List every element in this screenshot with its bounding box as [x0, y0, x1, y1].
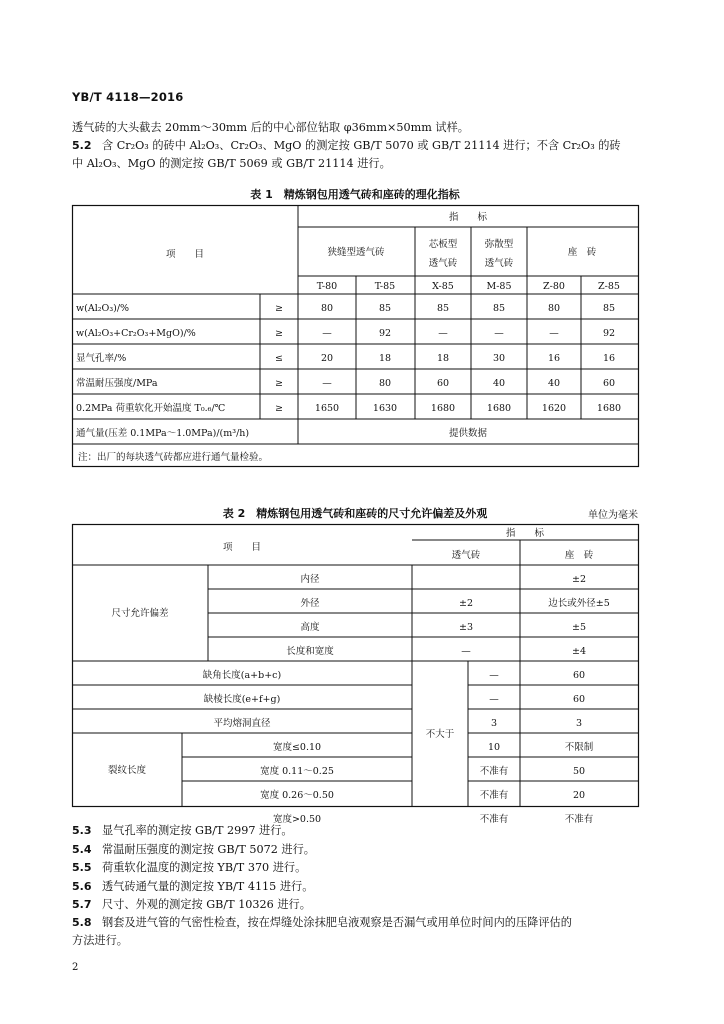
cell-value: 16 — [602, 353, 616, 364]
cell-value: — — [494, 328, 504, 339]
row-name: w(Al₂O₃+Cr₂O₃+MgO)/% — [76, 328, 196, 339]
row-name: 内径 — [300, 574, 320, 585]
seat-value: 不准有 — [564, 814, 594, 825]
index-header: 指 标 — [448, 212, 488, 223]
cell-value: — — [549, 328, 559, 339]
seat-value: ±5 — [571, 622, 587, 633]
group-dispersed-line1: 弥散型 — [484, 239, 514, 250]
clause-item — [72, 859, 306, 877]
group-plug-line1: 芯板型 — [428, 239, 458, 250]
cell-value: 80 — [378, 378, 392, 389]
intro-line: 透气砖的大头截去 20mm～30mm 后的中心部位钻取 φ36mm×50mm 试样。 — [72, 121, 469, 134]
cell-value: 1680 — [486, 403, 512, 414]
seat-value: 50 — [572, 766, 586, 777]
grade-label: M-85 — [486, 281, 512, 292]
cell-value: 85 — [602, 303, 616, 314]
clause-text: 荷重软化温度的测定按 YB/T 370 进行。 — [102, 861, 307, 874]
cell-value: 1680 — [430, 403, 456, 414]
cell-value: 85 — [436, 303, 450, 314]
row-name: 宽度>0.50 — [272, 814, 322, 825]
clause-item — [72, 896, 311, 914]
cell-value: 92 — [378, 328, 392, 339]
seat-value: 3 — [575, 718, 583, 729]
cell-value: 20 — [320, 353, 334, 364]
seat-value: 60 — [572, 670, 586, 681]
cell-value: 60 — [436, 378, 450, 389]
group-size: 尺寸允许偏差 — [111, 608, 169, 619]
row-name: 长度和宽度 — [286, 646, 334, 657]
clause-text: 透气砖通气量的测定按 YB/T 4115 进行。 — [102, 879, 314, 893]
seat-value: ±2 — [571, 574, 587, 585]
clause-text: 显气孔率的测定按 GB/T 2997 进行。 — [102, 824, 293, 837]
cell-value: 40 — [547, 378, 561, 389]
cell-value: — — [322, 328, 332, 339]
clause-item — [72, 841, 315, 859]
item-header: 项 目 — [165, 249, 205, 260]
cell-value: 92 — [602, 328, 616, 339]
brick-value: ±2 — [458, 598, 474, 609]
cell-value: 1680 — [596, 403, 622, 414]
grade-label: Z-85 — [598, 281, 620, 292]
row-symbol: ≥ — [275, 378, 283, 389]
cell-value: 40 — [492, 378, 506, 389]
row-name: 高度 — [300, 622, 320, 633]
cell-value: 1650 — [314, 403, 340, 414]
row-name: 宽度 0.11～0.25 — [260, 766, 334, 777]
table2 — [72, 524, 640, 825]
table1-note: 注：出厂的每块透气砖都应进行通气量检验。 — [78, 452, 269, 463]
clause-item — [72, 878, 313, 896]
brick-value: 3 — [490, 718, 498, 729]
row-name: 缺角长度(a+b+c) — [202, 670, 282, 681]
clause-5-2 — [72, 137, 621, 155]
clause-5-8-cont: 方法进行。 — [72, 934, 128, 947]
clause-text: 尺寸、外观的测定按 GB/T 10326 进行。 — [102, 898, 311, 911]
row-name: 宽度 0.26～0.50 — [260, 790, 334, 801]
brick-value: 不准有 — [479, 790, 509, 801]
group-plug-line2: 透气砖 — [428, 258, 458, 269]
row-name: w(Al₂O₃)/% — [76, 303, 130, 314]
row-name: 平均熔洞直径 — [213, 718, 271, 729]
group-seat: 座 砖 — [567, 247, 597, 258]
group-dispersed-line2: 透气砖 — [484, 258, 514, 269]
flow-row-value: 提供数据 — [448, 428, 488, 439]
row-symbol: ≥ — [275, 303, 283, 314]
brick-value: — — [489, 694, 499, 705]
cell-value: 85 — [378, 303, 392, 314]
clause-number: 5.7 — [72, 898, 92, 911]
brick-value: ±3 — [458, 622, 474, 633]
col-brick: 透气砖 — [451, 550, 481, 561]
table2-unit: 单位为毫米 — [588, 510, 638, 521]
seat-value: ±4 — [571, 646, 587, 657]
seat-value: 不限制 — [564, 742, 594, 753]
cell-value: 85 — [492, 303, 506, 314]
index-header: 指 标 — [505, 528, 545, 539]
grade-label: T-80 — [316, 281, 338, 292]
cell-value: 80 — [320, 303, 334, 314]
standard-header: YB/T 4118—2016 — [72, 90, 184, 104]
group-crack: 裂纹长度 — [107, 765, 147, 776]
brick-value: 不准有 — [479, 766, 509, 777]
clause-5-2-cont: 中 Al₂O₃、MgO 的测定按 GB/T 5069 或 GB/T 21114 进行。 — [72, 157, 391, 170]
brick-value: 10 — [487, 742, 501, 753]
flow-row-name: 通气量(压差 0.1MPa～1.0MPa)/(m³/h) — [76, 428, 250, 439]
brick-value: 不准有 — [479, 814, 509, 825]
row-name: 显气孔率/% — [76, 353, 127, 364]
grade-label: T-85 — [374, 281, 396, 292]
cell-value: 60 — [602, 378, 616, 389]
cell-value: — — [322, 378, 332, 389]
page-number: 2 — [72, 962, 79, 973]
table1 — [72, 205, 640, 468]
seat-value: 边长或外径±5 — [548, 598, 610, 609]
table2-caption: 表 2 精炼钢包用透气砖和座砖的尺寸允许偏差及外观 — [222, 507, 488, 520]
clause-5-8 — [72, 914, 572, 932]
clause-number: 5.4 — [72, 842, 92, 856]
cell-value: — — [438, 328, 448, 339]
clause-number: 5.5 — [72, 861, 92, 874]
clause-number: 5.8 — [72, 916, 92, 929]
brick-value: — — [489, 670, 499, 681]
cell-value: 80 — [547, 303, 561, 314]
row-symbol: ≥ — [275, 328, 283, 339]
limit-label: 不大于 — [425, 729, 455, 740]
col-seat: 座 砖 — [564, 550, 594, 561]
clause-number: 5.3 — [72, 824, 92, 837]
clause-number: 5.6 — [72, 879, 92, 893]
cell-value: 18 — [436, 353, 450, 364]
clause-number: 5.2 — [72, 139, 92, 152]
cell-value: 1620 — [541, 403, 567, 414]
row-symbol: ≥ — [275, 403, 283, 414]
row-name: 缺棱长度(e+f+g) — [203, 694, 281, 705]
row-name: 常温耐压强度/MPa — [76, 378, 158, 389]
cell-value: 30 — [492, 353, 506, 364]
clause-text: 常温耐压强度的测定按 GB/T 5072 进行。 — [102, 842, 315, 856]
cell-value: 1630 — [372, 403, 398, 414]
item-header: 项 目 — [222, 542, 262, 553]
clause-item — [72, 822, 293, 840]
row-name: 宽度≤0.10 — [272, 742, 322, 753]
seat-value: 60 — [572, 694, 586, 705]
row-name: 外径 — [300, 598, 320, 609]
group-narrow: 狭缝型透气砖 — [327, 247, 385, 258]
cell-value: 18 — [378, 353, 392, 364]
seat-value: 20 — [572, 790, 586, 801]
brick-value: — — [461, 646, 471, 657]
table1-caption: 表 1 精炼钢包用透气砖和座砖的理化指标 — [250, 188, 460, 201]
clause-text: 含 Cr₂O₃ 的砖中 Al₂O₃、Cr₂O₃、MgO 的测定按 GB/T 5070 或 GB/T 21114 进行；不含 Cr₂O₃ 的砖 — [102, 139, 621, 152]
cell-value: 16 — [547, 353, 561, 364]
row-name: 0.2MPa 荷重软化开始温度 T₀.₆/℃ — [76, 403, 226, 414]
clause-text: 钢套及进气管的气密性检查，按在焊缝处涂抹肥皂液观察是否漏气或用单位时间内的压降评估的 — [102, 916, 572, 929]
row-symbol: ≤ — [275, 353, 283, 364]
grade-label: Z-80 — [543, 281, 565, 292]
grade-label: X-85 — [432, 281, 454, 292]
